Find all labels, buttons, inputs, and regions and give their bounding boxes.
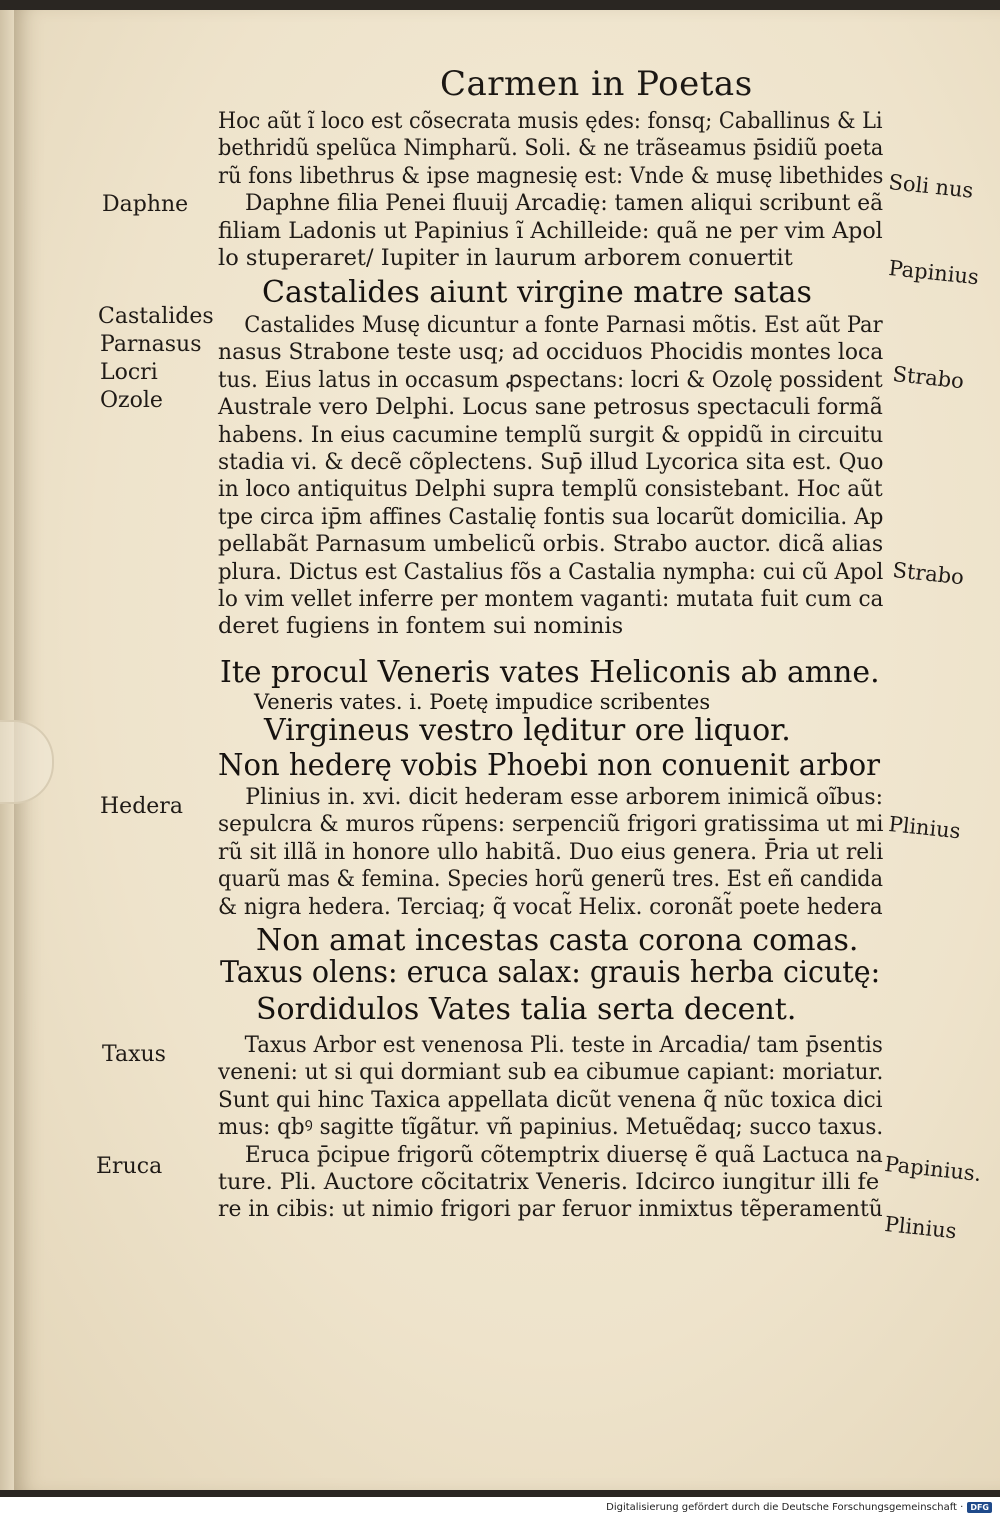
text-line: tus. Eius latus in occasum ꝓspectans: locri & Ozolę possident <box>218 366 883 393</box>
text-line: Castalides Musę dicuntur a fonte Parnasi mõtis. Est aũt Par <box>244 312 883 338</box>
margin-note-plinius: Plinius <box>887 812 962 844</box>
margin-note-eruca: Eruca <box>96 1154 163 1179</box>
margin-note-locri: Locri <box>100 360 158 385</box>
text-line: tpe circa ip̄m affines Castalię fontis sua locarũt domicilia. Ap <box>218 503 884 530</box>
verse-line: Taxus olens: eruca salax: grauis herba cicutę: <box>220 955 881 990</box>
text-line: Hoc aũt ĩ loco est cõsecrata musis ędes: fonsq; Caballinus & Li <box>218 108 883 134</box>
text-line: pellabãt Parnasum umbelicũ orbis. Strabo auctor. dicã alias <box>218 531 884 558</box>
text-line: rũ sit illã in honore ullo habitã. Duo eius genera. P̄ria ut reli <box>218 838 884 865</box>
text-line: plura. Dictus est Castalius fõs a Castalia nympha: cui cũ Apol <box>218 558 884 585</box>
text-line: Plinius in. xvi. dicit hederam esse arborem inimicã oĩbus: <box>245 784 883 810</box>
footer-text: Digitalisierung gefördert durch die Deutsche Forschungsgemeinschaft · <box>606 1502 964 1513</box>
margin-note-papinius: Papinius <box>887 256 980 290</box>
text-line: quarũ mas & femina. Species horũ generũ tres. Est eñ candida <box>218 866 884 893</box>
text-line: Daphne filia Penei fluuij Arcadię: tamen aliqui scribunt eã <box>245 190 884 217</box>
page-title: Carmen in Poetas <box>440 64 753 104</box>
text-line: in loco antiquitus Delphi supra templũ consistebant. Hoc aũt <box>218 476 883 503</box>
text-line: habens. In eius cacumine templũ surgit & oppidũ in circuitu <box>218 421 884 448</box>
margin-note-ozole: Ozole <box>100 388 163 413</box>
commentary-block-1 <box>218 108 883 272</box>
text-line: lo vim vellet inferre per montem vaganti: mutata fuit cum ca <box>218 585 884 612</box>
text-line: bethridũ spelũca Nimpharũ. Soli. & ne trãseamus p̄sidiũ poeta <box>218 135 884 162</box>
text-line: re in cibis: ut nimio frigori par feruor inmixtus tẽperamentũ <box>218 1196 883 1223</box>
margin-note-solinus: Soli nus <box>887 170 975 203</box>
text-line: Eruca p̄cipue frigorũ cõtemptrix diuersę ẽ quã Lactuca na <box>244 1141 883 1168</box>
verse-line: Non hederę vobis Phoebi non conuenit arbor <box>218 748 881 783</box>
text-line: Sunt qui hinc Taxica appellata dicũt venena q̃ nũc toxica dici <box>218 1086 883 1113</box>
text-line: sepulcra & muros rũpens: serpenciũ frigori gratissima ut mi <box>218 811 884 838</box>
text-line: Australe vero Delphi. Locus sane petrosus spectaculi formã <box>218 394 883 421</box>
margin-note-strabo: Strabo <box>891 362 966 394</box>
text-line: stadia vi. & decẽ cõplectens. Sup̄ illud Lycorica sita est. Quo <box>218 448 884 475</box>
text-line: lo stuperaret/ Iupiter in laurum arborem conuertit <box>218 244 793 271</box>
margin-note-castalides: Castalides <box>98 304 214 329</box>
margin-note-papinius: Papinius. <box>883 1152 983 1187</box>
text-line: & nigra hedera. Terciaq; q̃ vocat̃ Helix. coronãt̃ poete hedera <box>218 893 883 920</box>
text-line: deret fugiens in fontem sui nominis <box>218 613 624 640</box>
text-line: veneni: ut si qui dormiant sub ea cibumue capiant: moriatur. <box>218 1059 884 1086</box>
margin-note-strabo: Strabo <box>891 558 966 590</box>
margin-note-daphne: Daphne <box>102 192 189 217</box>
dfg-logo: DFG <box>967 1502 992 1513</box>
text-line: mus: qbꝰ sagitte tĩgãtur. vñ papinius. Metuẽdaq; succo taxus. <box>218 1114 884 1141</box>
verse-line: Non amat incestas casta corona comas. <box>256 923 859 958</box>
verse-line: Castalides aiunt virgine matre satas <box>262 275 812 310</box>
commentary-block-2 <box>218 312 883 641</box>
margin-note-plinius: Plinius <box>883 1212 958 1244</box>
commentary-block-3 <box>218 784 883 921</box>
text-line: ture. Pli. Auctore cõcitatrix Veneris. Idcirco iungitur illi fe <box>218 1168 880 1195</box>
verse-line: Sordidulos Vates talia serta decent. <box>256 992 797 1027</box>
margin-note-parnasus: Parnasus <box>100 332 202 357</box>
margin-note-hedera: Hedera <box>100 794 183 819</box>
verse-line: Virgineus vestro lęditur ore liquor. <box>264 713 791 748</box>
text-line: rũ fons libethrus & ipse magnesię est: Vnde & musę libethides <box>218 162 884 189</box>
gloss-line: Veneris vates. i. Poetę impudice scribentes <box>254 690 711 714</box>
text-line: nasus Strabone teste usq; ad occiduos Phocidis montes loca <box>218 339 884 366</box>
text-line: filiam Ladonis ut Papinius ĩ Achilleide: quã ne per vim Apol <box>218 217 883 244</box>
verse-line: Ite procul Veneris vates Heliconis ab amne. <box>220 655 880 690</box>
margin-note-taxus: Taxus <box>102 1042 166 1067</box>
funding-footer <box>606 1502 992 1513</box>
text-line: Taxus Arbor est venenosa Pli. teste in Arcadia/ tam p̄sentis <box>244 1032 883 1058</box>
commentary-block-4 <box>218 1032 883 1224</box>
